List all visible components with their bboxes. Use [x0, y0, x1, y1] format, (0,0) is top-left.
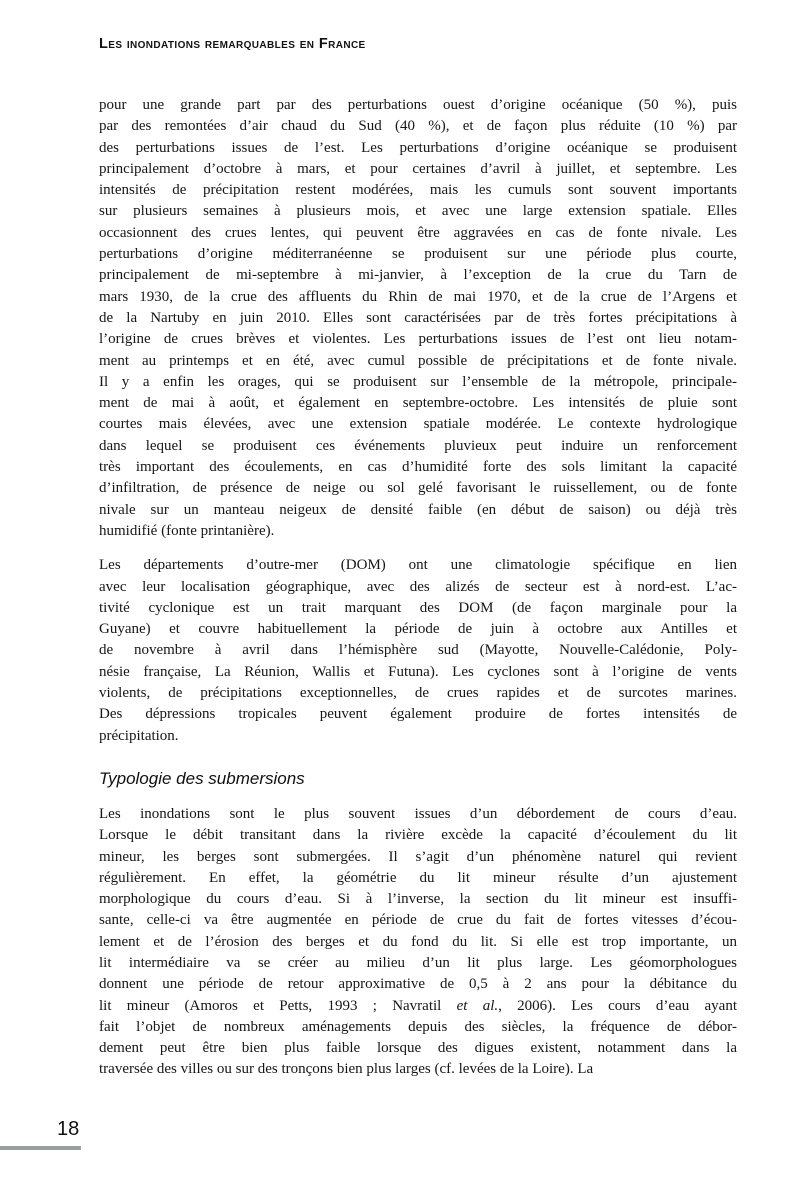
text-line: sur plusieurs semaines à plusieurs mois, et avec une large extension spatiale. Elles: [99, 203, 737, 220]
text-line: par des remontées d’air chaud du Sud (40 %), et de façon plus réduite (10 %) par: [99, 118, 737, 135]
text-line: courtes mais élevées, avec une extension spatiale modérée. Le contexte hydrologique: [99, 416, 737, 433]
text-line: humidifié (fonte printanière).: [99, 522, 275, 539]
text-line: mineur, les berges sont submergées. Il s’agit d’un phénomène naturel qui revient: [99, 848, 737, 865]
text-line: fait l’objet de nombreux aménagements depuis des siècles, la fréquence de débor-: [99, 1018, 737, 1035]
text-line: sante, celle-ci va être augmentée en période de crue du fait de fortes vitesses d’écou-: [99, 912, 737, 929]
text-line: Guyane) et couvre habituellement la période de juin à octobre aux Antilles et: [99, 621, 737, 638]
text-line: intensités de précipitation restent modérées, mais les cumuls sont souvent importants: [99, 182, 737, 199]
text-line: mars 1930, de la crue des affluents du Rhin de mai 1970, et de la crue de l’Argens et: [99, 288, 737, 305]
page-number: 18: [57, 1118, 80, 1140]
text-column: [99, 95, 737, 1094]
text-line: précipitation.: [99, 727, 179, 744]
text-line: principalement d’octobre à mars, et pour certaines d’avril à juillet, et septembre. Les: [99, 160, 737, 177]
text-line: principalement de mi-septembre à mi-janvier, à l’exception de la crue du Tarn de: [99, 267, 737, 284]
text-line: Les départements d’outre-mer (DOM) ont une climatologie spécifique en lien: [99, 557, 737, 574]
text-line: très important des écoulements, en cas d’humidité forte des sols limitant la capacité: [99, 459, 737, 476]
text-line: de novembre à avril dans l’hémisphère sud (Mayotte, Nouvelle-Calédonie, Poly-: [99, 642, 737, 659]
text-line: dans lequel se produisent ces événements pluvieux peut induire un renforcement: [99, 437, 737, 454]
text-line: Lorsque le débit transitant dans la rivière excède la capacité d’écoulement du lit: [99, 827, 737, 844]
text-line: de la Nartuby en juin 2010. Elles sont caractérisées par de très fortes précipitations à: [99, 309, 737, 326]
text-line: régulièrement. En effet, la géométrie du lit mineur résulte d’un ajustement: [99, 869, 737, 886]
text-line: morphologique du cours d’eau. Si à l’inverse, la section du lit mineur est insuffi-: [99, 891, 737, 908]
text-line: ment de mai à août, et également en septembre-octobre. Les intensités de pluie sont: [99, 395, 737, 412]
text-line: occasionnent des crues lentes, qui peuvent être aggravées en cas de fonte nivale. Les: [99, 224, 737, 241]
text-line: l’origine de crues brèves et violentes. Les perturbations issues de l’est ont lieu notam-: [99, 331, 737, 348]
text-line: ment au printemps et en été, avec cumul possible de précipitations et de fonte nivale.: [99, 352, 737, 369]
text-line: avec leur localisation géographique, avec des alizés de secteur est à nord-est. L’ac-: [99, 578, 737, 595]
text-line: donnent une période de retour approximative de 0,5 à 2 ans pour la débitance du: [99, 976, 737, 993]
text-line: perturbations d’origine méditerranéenne se produisent sur une période plus courte,: [99, 246, 737, 263]
paragraph-dom-climate: [99, 555, 737, 747]
text-line: Des dépressions tropicales peuvent également produire de fortes intensités de: [99, 706, 737, 723]
text-line: lit intermédiaire va se créer au milieu d’un lit plus large. Les géomorphologues: [99, 954, 737, 971]
text-line: lit mineur (Amoros et Petts, 1993 ; Navratil et al., 2006). Les cours d’eau ayant: [99, 997, 737, 1014]
text-line: dement peut être bien plus faible lorsque des digues existent, notamment dans la: [99, 1040, 737, 1057]
text-line: tivité cyclonique est un trait marquant des DOM (de façon marginale pour la: [99, 599, 737, 616]
text-line: Il y a enfin les orages, qui se produisent sur l’ensemble de la métropole, principale-: [99, 373, 737, 390]
text-line: lement et de l’érosion des berges et du fond du lit. Si elle est trop importante, un: [99, 933, 737, 950]
paragraph-metropole-climate: [99, 95, 737, 542]
section-heading: Typologie des submersions: [99, 768, 305, 788]
text-line: nivale sur un manteau neigeux de densité faible (en début de saison) ou déjà très: [99, 501, 737, 518]
text-line: nésie française, La Réunion, Wallis et Futuna). Les cyclones sont à l’origine de vents: [99, 663, 737, 680]
text-line: pour une grande part par des perturbations ouest d’origine océanique (50 %), puis: [99, 97, 737, 113]
running-header: Les inondations remarquables en France: [99, 36, 366, 52]
paragraph-submersion-typology: [99, 804, 737, 1081]
text-line: traversée des villes ou sur des tronçons bien plus larges (cf. levées de la Loire). La: [99, 1061, 594, 1078]
footer-rule: [0, 1146, 81, 1150]
text-line: Les inondations sont le plus souvent issues d’un débordement de cours d’eau.: [99, 805, 737, 822]
text-line: violents, de précipitations exceptionnelles, de crues rapides et de surcotes marines.: [99, 685, 737, 702]
text-line: d’infiltration, de présence de neige ou sol gelé favorisant le ruissellement, ou de fonte: [99, 480, 737, 497]
text-line: des perturbations issues de l’est. Les perturbations d’origine océanique se produisent: [99, 139, 737, 156]
